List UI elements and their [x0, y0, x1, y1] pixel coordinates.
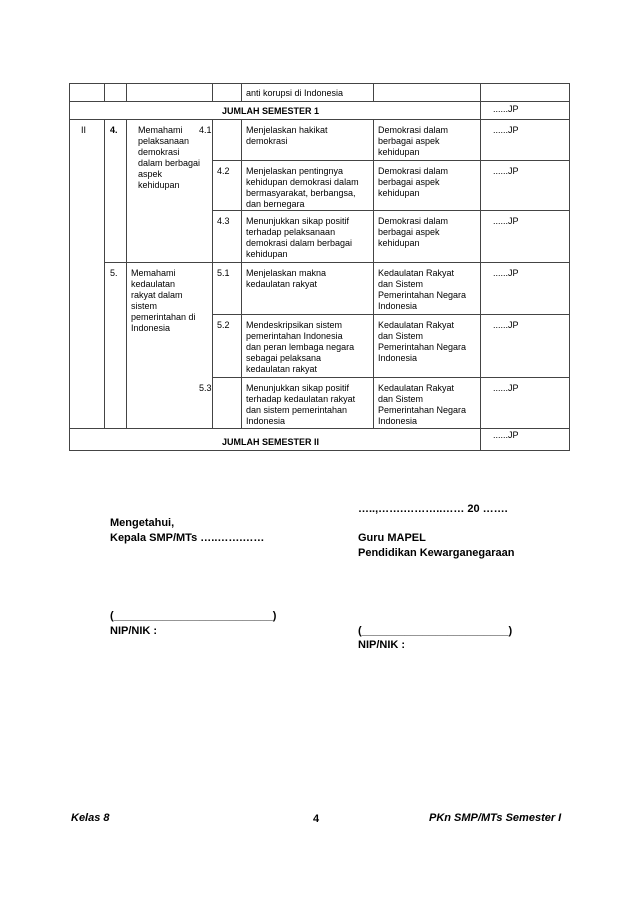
principal-signature-line: (__________________________)	[110, 610, 277, 622]
document-page: anti korupsi di Indonesia JUMLAH SEMESTER 1 ......JP II 4. Memahami pelaksanaan demokrasi dalam berbagai aspek kehidupan 4.1 Menjelaskan hakikat demokrasi Demokrasi dalam berbagai aspek kehidupan ......JP 4.2 Menjelaskan pentingnya kehidupan demokrasi dalam bermasyarakat, berbangsa, dan bernegara Demokrasi dalam berbagai aspek kehidupan ......JP 4.3 Menunjukkan sikap positif terhadap pelaksanaan demokrasi dalam berbagai kehidupan Demokrasi dalam berbagai aspek kehidupan ......JP 5. Memahami kedaulatan rakyat dalam sistem pemerintahan di Indonesia 5.1 Menjelaskan makna kedaulatan rakyat Kedaulatan Rakyat dan Sistem Pemerintahan Negara Indonesia ......JP 5.2 Mendeskripsikan sistem pemerintahan Indonesia dan peran lembaga negara sebagai pelaksana kedaulatan rakyat Kedaulatan Rakyat dan Sistem Pemerintahan Negara Indonesia ......JP 5.3 Menunjukkan sikap positif terhadap kedaulatan rakyat dan sistem pemerintahan Indonesia Kedaulatan Rakyat dan Sistem Pemerintahan Negara Indonesia ......JP JUMLAH SEMESTER II ......JP …..,…….………..…… 20 ……. Mengetahui, Kepala SMP/MTs …..…….…… Guru MAPEL Pendidikan Kewarganegaraan (__________________________) NIP/NIK : (________________________) NIP/NIK : Kelas 8 4 PKn SMP/MTs Semester I	[0, 0, 638, 903]
partial-row-material: anti korupsi di Indonesia	[246, 88, 344, 98]
semester-number: II	[81, 125, 87, 135]
acknowledged-label: Mengetahui,	[110, 517, 175, 529]
kd-4-2-jp: ......JP	[493, 166, 519, 176]
kd-4-2-number: 4.2	[217, 166, 230, 176]
footer-class: Kelas 8	[71, 812, 110, 824]
semester-1-total-jp: ......JP	[493, 104, 519, 114]
sk-5-number: 5.	[110, 268, 118, 278]
kd-4-3-jp: ......JP	[493, 216, 519, 226]
semester-2-total-label: JUMLAH SEMESTER II	[222, 437, 320, 447]
kd-4-3-number: 4.3	[217, 216, 230, 226]
footer-subject: PKn SMP/MTs Semester I	[429, 812, 562, 824]
subject-name: Pendidikan Kewarganegaraan	[358, 547, 515, 559]
semester-1-total-label: JUMLAH SEMESTER 1	[222, 106, 320, 116]
semester-2-total-jp: ......JP	[493, 430, 519, 440]
kd-5-1-number: 5.1	[217, 268, 230, 278]
principal-nip-label: NIP/NIK :	[110, 625, 158, 637]
teacher-nip-label: NIP/NIK :	[358, 639, 406, 651]
place-date-line: …..,…….………..…… 20 …….	[358, 503, 508, 515]
page-number: 4	[313, 813, 320, 825]
kd-5-3-number: 5.3	[199, 383, 212, 393]
sk-4-number: 4.	[110, 125, 118, 135]
teacher-title: Guru MAPEL	[358, 532, 426, 544]
kd-5-2-number: 5.2	[217, 320, 230, 330]
kd-5-1-jp: ......JP	[493, 268, 519, 278]
teacher-signature-line: (________________________)	[358, 625, 513, 637]
kd-5-2-jp: ......JP	[493, 320, 519, 330]
kd-4-1-number: 4.1	[199, 125, 212, 135]
principal-title: Kepala SMP/MTs …..…….……	[110, 532, 265, 544]
kd-5-3-jp: ......JP	[493, 383, 519, 393]
kd-4-1-jp: ......JP	[493, 125, 519, 135]
